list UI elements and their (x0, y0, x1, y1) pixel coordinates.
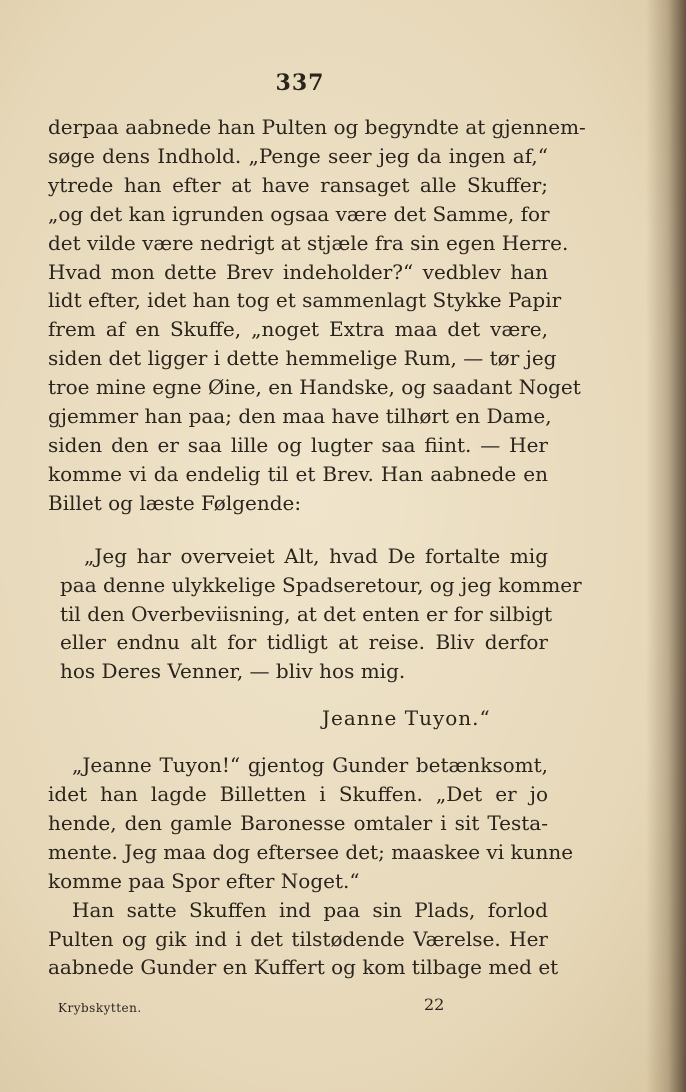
text-line: hende, den gamle Baronesse omtaler i sit Testa- (48, 810, 548, 835)
text-line: Hvad mon dette Brev indeholder?“ vedblev han (48, 259, 548, 284)
text-line: derpaa aabnede han Pulten og begyndte at gjennem- (48, 115, 586, 139)
text-line: komme vi da endelig til et Brev. Han aabnede en (48, 461, 548, 486)
letter-line: hos Deres Venner, — bliv hos mig. (60, 659, 406, 684)
letter-line: paa denne ulykkelige Spadseretour, og jeg kommer (60, 572, 582, 597)
text-line: „og det kan igrunden ogsaa være det Samme, for (48, 201, 550, 226)
text-line: lidt efter, idet han tog et sammenlagt Stykke Papir (48, 288, 562, 313)
text-line: troe mine egne Øine, en Handske, og saadant Noget (48, 375, 581, 400)
text-line: søge dens Indhold. „Penge seer jeg da ingen af,“ (48, 143, 548, 168)
text-line: frem af en Skuffe, „noget Extra maa det være, (48, 317, 548, 342)
letter-line: eller endnu alt for tidligt at reise. Bliv derfor (60, 630, 548, 655)
paragraph-1 (48, 113, 586, 518)
text-line: det vilde være nedrigt at stjæle fra sin egen Herre. (48, 230, 569, 255)
quoted-letter (60, 542, 582, 733)
sheet-number: 22 (424, 995, 445, 1014)
page-number: 337 (275, 70, 325, 96)
letter-line: „Jeg har overveiet Alt, hvad De fortalte mig (84, 543, 548, 568)
paragraph-gap (48, 733, 548, 751)
text-line: Pulten og gik ind i det tilstødende Værelse. Her (48, 926, 548, 951)
text-line: siden det ligger i dette hemmelige Rum, — tør jeg (48, 346, 557, 371)
letter-signature: Jeanne Tuyon.“ (322, 706, 491, 731)
text-line: siden den er saa lille og lugter saa fiint. — Her (48, 432, 548, 457)
text-line: ytrede han efter at have ransaget alle Skuffer; (48, 172, 548, 197)
paragraph-gap (60, 686, 548, 704)
text-line: aabnede Gunder en Kuffert og kom tilbage med et (48, 955, 559, 980)
text-line: komme paa Spor efter Noget.“ (48, 868, 360, 893)
letter-line: til den Overbeviisning, at det enten er for silbigt (60, 601, 553, 626)
page-spine-shadow (646, 0, 686, 1092)
body-text (48, 113, 586, 982)
signature-mark: Krybskytten. (58, 1001, 142, 1015)
paragraph-2 (48, 751, 574, 896)
text-line: „Jeanne Tuyon!“ gjentog Gunder betænksomt, (72, 753, 548, 778)
paragraph-gap (48, 518, 548, 542)
text-line: mente. Jeg maa dog eftersee det; maaskee vi kunne (48, 839, 574, 864)
text-line: idet han lagde Billetten i Skuffen. „Det er jo (48, 782, 548, 807)
text-line: gjemmer han paa; den maa have tilhørt en Dame, (48, 404, 552, 429)
page-footer (58, 995, 478, 1019)
text-line: Han satte Skuffen ind paa sin Plads, forlod (72, 897, 548, 922)
text-line: Billet og læste Følgende: (48, 490, 302, 515)
paragraph-3 (48, 896, 559, 983)
